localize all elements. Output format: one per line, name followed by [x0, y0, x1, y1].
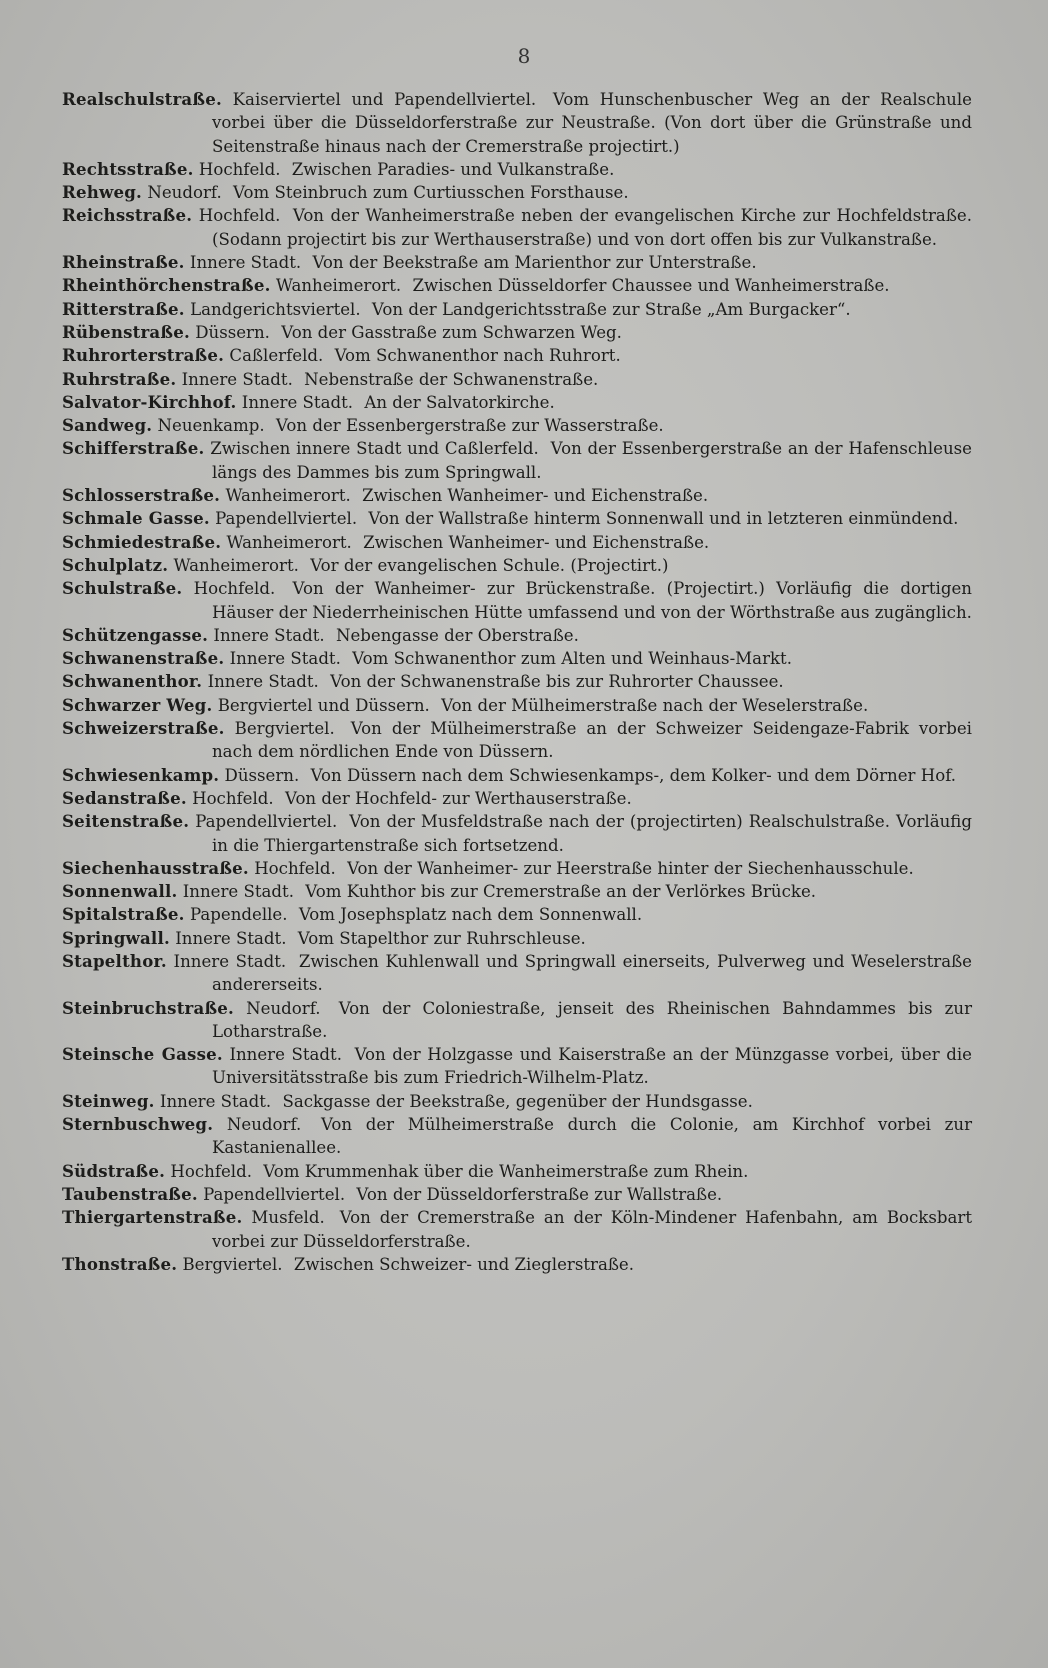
street-description: Zwischen Wanheimer- und Eichenstraße.: [363, 532, 710, 552]
street-description: Von der Essenbergerstraße an der Hafenschleuse längs des Dammes bis zum Springwall.: [212, 439, 973, 482]
street-description: Zwischen Wanheimer- und Eichenstraße.: [362, 486, 709, 506]
street-district: Zwischen innere Stadt und Caßlerfeld.: [210, 439, 539, 459]
street-name: Steinsche Gasse.: [62, 1044, 223, 1065]
street-district: Neudorf.: [246, 998, 321, 1018]
street-name: Schwiesenkamp.: [62, 764, 220, 785]
street-name: Thiergartenstraße.: [62, 1207, 243, 1228]
street-description: Vom Josephsplatz nach dem Sonnenwall.: [298, 905, 643, 925]
street-description: Von der Mülheimerstraße nach der Weselerstraße.: [441, 695, 869, 715]
street-entry: [62, 950, 972, 997]
street-district: Papendellviertel.: [203, 1184, 346, 1204]
street-district: Hochfeld.: [170, 1161, 252, 1181]
street-entry: [62, 344, 972, 367]
street-description: Von der Holzgasse und Kaiserstraße an der Münzgasse vorbei, über die Universitätsstraße bis zum Friedrich-Wilhelm-Platz.: [212, 1045, 973, 1088]
street-description: Nebengasse der Oberstraße.: [335, 625, 579, 645]
street-description: An der Salvatorkirche.: [364, 392, 555, 412]
street-entry: [62, 1160, 972, 1183]
street-entry: [62, 857, 972, 880]
street-description: Von der Schwanenstraße bis zur Ruhrorter Chaussee.: [330, 672, 784, 692]
street-district: Bergviertel und Düssern.: [217, 695, 430, 715]
street-description: Von der Gasstraße zum Schwarzen Weg.: [281, 322, 622, 342]
street-entry: [62, 181, 972, 204]
street-name: Springwall.: [62, 927, 170, 948]
street-name: Schwanenthor.: [62, 671, 203, 692]
street-district: Wanheimerort.: [275, 276, 402, 296]
street-name: Steinweg.: [62, 1090, 155, 1111]
street-name: Schlosserstraße.: [62, 485, 221, 506]
street-district: Innere Stadt.: [189, 253, 302, 273]
street-entry: [62, 764, 972, 787]
street-entry: [62, 1206, 972, 1253]
street-name: Salvator-Kirchhof.: [62, 391, 237, 412]
street-district: Neudorf.: [226, 1115, 302, 1135]
street-name: Ruhrstraße.: [62, 368, 177, 389]
street-description: Von der Mülheimerstraße durch die Colonie, am Kirchhof vorbei zur Kastanienallee.: [212, 1115, 973, 1158]
street-description: Vom Steinbruch zum Curtiusschen Forsthause.: [233, 183, 629, 203]
street-name: Rehweg.: [62, 182, 143, 203]
street-name: Steinbruchstraße.: [62, 997, 234, 1018]
street-district: Wanheimerort.: [226, 532, 352, 552]
street-entry: [62, 577, 972, 624]
street-district: Papendellviertel.: [195, 812, 338, 832]
street-district: Neudorf.: [147, 183, 222, 203]
street-district: Innere Stadt.: [175, 928, 287, 948]
street-name: Spitalstraße.: [62, 904, 185, 925]
street-description: Von der Düsseldorferstraße zur Wallstraße.: [356, 1184, 723, 1204]
street-description: Vom Stapelthor zur Ruhrschleuse.: [297, 928, 586, 948]
street-description: Von der Coloniestraße, jenseit des Rheinischen Bahndammes bis zur Lotharstraße.: [212, 998, 973, 1041]
street-description: Von der Hochfeld- zur Werthauserstraße.: [284, 788, 632, 808]
street-name: Südstraße.: [62, 1160, 166, 1181]
street-entry: [62, 368, 972, 391]
street-entry: [62, 810, 972, 857]
street-entry: [62, 1090, 972, 1113]
street-name: Ritterstraße.: [62, 298, 185, 319]
street-entry: [62, 251, 972, 274]
street-name: Schwarzer Weg.: [62, 694, 213, 715]
street-description: Von der Musfeldstraße nach der (projectirten) Realschulstraße. Vorläufig in die Thiergartenstraße sich fortsetzend.: [212, 812, 972, 855]
street-district: Hochfeld.: [192, 788, 274, 808]
street-entry: [62, 880, 972, 903]
street-description: Vom Krummenhak über die Wanheimerstraße zum Rhein.: [263, 1161, 749, 1181]
street-name: Sedanstraße.: [62, 787, 187, 808]
street-name: Taubenstraße.: [62, 1183, 198, 1204]
street-name: Schmiedestraße.: [62, 531, 222, 552]
street-name: Thonstraße.: [62, 1253, 178, 1274]
street-district: Innere Stadt.: [241, 392, 354, 412]
street-entry: [62, 391, 972, 414]
street-name: Rheinthörchenstraße.: [62, 275, 271, 296]
street-district: Hochfeld.: [193, 579, 276, 599]
street-entry: [62, 274, 972, 297]
street-name: Rheinstraße.: [62, 252, 185, 273]
street-district: Innere Stadt.: [181, 369, 293, 389]
street-description: Zwischen Schweizer- und Zieglerstraße.: [293, 1254, 635, 1274]
street-district: Innere Stadt.: [182, 882, 294, 902]
street-entry: [62, 903, 972, 926]
street-description: Von Düssern nach dem Schwiesenkamps-, dem Kolker- und dem Dörner Hof.: [310, 765, 957, 785]
street-name: Reichsstraße.: [62, 205, 193, 226]
street-entry: [62, 1113, 972, 1160]
street-entry: [62, 624, 972, 647]
street-description: Sackgasse der Beekstraße, gegenüber der Hundsgasse.: [282, 1091, 753, 1111]
street-name: Schützengasse.: [62, 624, 209, 645]
street-entry: [62, 927, 972, 950]
street-entry: [62, 787, 972, 810]
street-district: Kaiserviertel und Papendellviertel.: [232, 90, 537, 109]
street-district: Innere Stadt.: [213, 625, 325, 645]
street-description: Von der Wallstraße hinterm Sonnenwall und in letzteren einmündend.: [368, 509, 959, 529]
street-entry: [62, 298, 972, 321]
street-entry: [62, 158, 972, 181]
street-name: Schulstraße.: [62, 578, 183, 599]
street-entry: [62, 694, 972, 717]
street-directory: [62, 88, 972, 1276]
street-entry: [62, 1253, 972, 1276]
street-entry: [62, 670, 972, 693]
page-number: 8: [517, 44, 531, 68]
street-description: Von der Wanheimer- zur Brückenstraße. (Projectirt.) Vorläufig die dortigen Häuser der Niederrheinischen Hütte umfassend und von der Wörthstraße aus zugänglich.: [212, 579, 972, 622]
street-description: Zwischen Düsseldorfer Chaussee und Wanheimerstraße.: [412, 276, 890, 296]
street-entry: [62, 88, 972, 158]
street-district: Bergviertel.: [234, 719, 335, 739]
street-description: Zwischen Paradies- und Vulkanstraße.: [291, 159, 615, 179]
street-entry: [62, 321, 972, 344]
street-entry: [62, 531, 972, 554]
street-district: Wanheimerort.: [173, 555, 299, 575]
street-entry: [62, 554, 972, 577]
street-district: Innere Stadt.: [229, 649, 341, 669]
street-district: Papendellviertel.: [215, 509, 358, 529]
street-entry: [62, 717, 972, 764]
street-description: Von der Mülheimerstraße an der Schweizer Seidengaze-Fabrik vorbei nach dem nördlichen Ende von Düssern.: [212, 719, 972, 762]
street-name: Schwanenstraße.: [62, 648, 225, 669]
street-name: Schulplatz.: [62, 554, 169, 575]
street-district: Düssern.: [195, 322, 270, 342]
street-description: Von der Beekstraße am Marienthor zur Unterstraße.: [312, 253, 757, 273]
street-entry: [62, 204, 972, 251]
street-name: Schmale Gasse.: [62, 508, 210, 529]
street-description: Von der Essenbergerstraße zur Wasserstraße.: [275, 416, 664, 436]
street-entry: [62, 484, 972, 507]
street-district: Wanheimerort.: [225, 486, 351, 506]
street-name: Realschulstraße.: [62, 89, 222, 109]
street-name: Siechenhausstraße.: [62, 857, 249, 878]
street-name: Stapelthor.: [62, 950, 167, 971]
street-district: Hochfeld.: [198, 159, 281, 179]
street-district: Innere Stadt.: [173, 951, 287, 971]
street-entry: [62, 647, 972, 670]
street-entry: [62, 997, 972, 1044]
street-description: Vom Kuhthor bis zur Cremerstraße an der Verlörkes Brücke.: [305, 882, 817, 902]
street-description: Nebenstraße der Schwanenstraße.: [304, 369, 599, 389]
street-name: Rechtsstraße.: [62, 158, 194, 179]
street-description: Von der Wanheimerstraße neben der evangelischen Kirche zur Hochfeldstraße. (Sodann projectirt bis zur Werthauserstraße) und von dort offen bis zur Vulkanstraße.: [212, 206, 972, 249]
street-entry: [62, 414, 972, 437]
street-district: Landgerichtsviertel.: [190, 299, 361, 319]
street-description: Zwischen Kuhlenwall und Springwall einerseits, Pulverweg und Weselerstraße andererseits.: [212, 951, 973, 995]
street-name: Ruhrorterstraße.: [62, 345, 225, 366]
street-district: Hochfeld.: [198, 206, 281, 226]
street-description: Vom Schwanenthor zum Alten und Weinhaus-Markt.: [352, 649, 792, 669]
street-description: Vom Schwanenthor nach Ruhrort.: [334, 346, 621, 366]
street-description: Vor der evangelischen Schule. (Projectirt.): [310, 555, 669, 575]
street-name: Seitenstraße.: [62, 811, 190, 832]
street-name: Rübenstraße.: [62, 321, 190, 342]
street-description: Von der Wanheimer- zur Heerstraße hinter der Siechenhausschule.: [347, 858, 914, 878]
street-entry: [62, 437, 972, 484]
street-district: Innere Stadt.: [229, 1045, 343, 1065]
street-district: Musfeld.: [251, 1208, 325, 1228]
street-description: Von der Landgerichtsstraße zur Straße „Am Burgacker“.: [371, 299, 851, 319]
street-name: Sandweg.: [62, 415, 153, 436]
street-name: Schweizerstraße.: [62, 718, 225, 739]
street-district: Bergviertel.: [182, 1254, 283, 1274]
street-description: Von der Cremerstraße an der Köln-Mindener Hafenbahn, am Bocksbart vorbei zur Düsseldorferstraße.: [212, 1208, 972, 1251]
street-name: Sonnenwall.: [62, 881, 178, 902]
street-name: Schifferstraße.: [62, 438, 205, 459]
street-district: Neuenkamp.: [157, 416, 265, 436]
street-name: Sternbuschweg.: [62, 1114, 214, 1135]
street-description: Vom Hunschenbuscher Weg an der Realschule vorbei über die Düsseldorferstraße zur Neustraße. (Von dort über die Grünstraße und Seitenstraße hinaus nach der Cremerstraße projectirt.): [212, 90, 972, 156]
street-district: Innere Stadt.: [159, 1091, 272, 1111]
street-district: Caßlerfeld.: [229, 346, 324, 366]
street-district: Innere Stadt.: [207, 672, 319, 692]
street-district: Düssern.: [224, 765, 300, 785]
street-entry: [62, 1183, 972, 1206]
street-district: Hochfeld.: [254, 858, 336, 878]
street-district: Papendelle.: [189, 905, 288, 925]
street-entry: [62, 507, 972, 530]
street-entry: [62, 1043, 972, 1090]
